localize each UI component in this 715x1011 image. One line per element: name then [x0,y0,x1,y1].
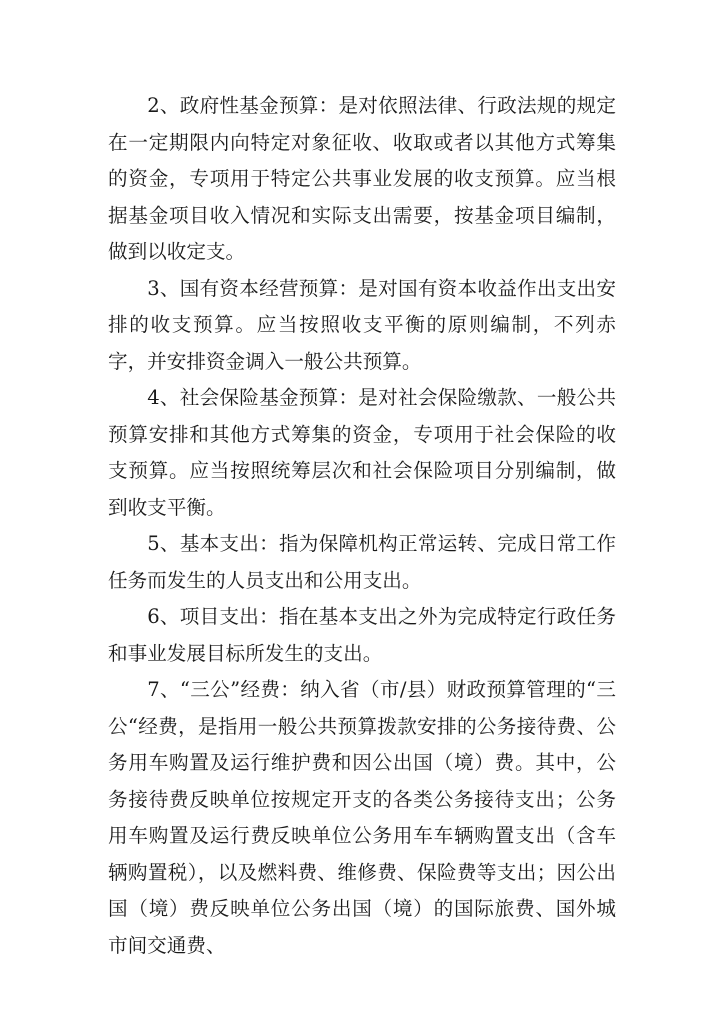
paragraph-state-capital-budget: 3、国有资本经营预算：是对国有资本收益作出支出安排的收支预算。应当按照收支平衡的原则编制，不列赤字，并安排资金调入一般公共预算。 [108,276,616,373]
document-body [108,88,616,964]
paragraph-government-fund-budget: 2、政府性基金预算：是对依照法律、行政法规的规定在一定期限内向特定对象征收、收取或者以其他方式筹集的资金，专项用于特定公共事业发展的收支预算。应当根据基金项目收入情况和实际支出需要，按基金项目编制，做到以收定支。 [108,94,616,263]
paragraph-basic-expenditure: 5、基本支出：指为保障机构正常运转、完成日常工作任务而发生的人员支出和公用支出。 [108,532,616,592]
paragraph-three-public-expenses: 7、“三公”经费：纳入省（市/县）财政预算管理的“三公“经费，是指用一般公共预算拨款安排的公务接待费、公务用车购置及运行维护费和因公出国（境）费。其中，公务接待费反映单位按规定开支的各类公务接待支出；公务用车购置及运行费反映单位公务用车车辆购置支出（含车辆购置税），以及燃料费、维修费、保险费等支出；因公出国（境）费反映单位公务出国（境）的国际旅费、国外城市间交通费、 [108,678,616,957]
paragraph-social-insurance-budget: 4、社会保险基金预算：是对社会保险缴款、一般公共预算安排和其他方式筹集的资金，专项用于社会保险的收支预算。应当按照统筹层次和社会保险项目分别编制，做到收支平衡。 [108,386,616,519]
paragraph-project-expenditure: 6、项目支出：指在基本支出之外为完成特定行政任务和事业发展目标所发生的支出。 [108,605,616,665]
